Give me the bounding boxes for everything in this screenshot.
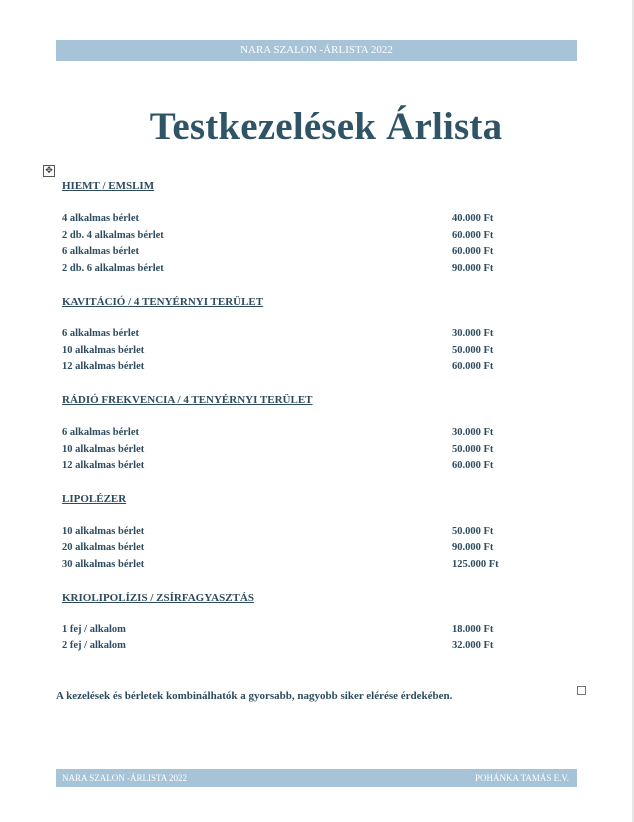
item-price: 90.000 Ft: [452, 542, 494, 553]
item-label: 12 alkalmas bérlet: [62, 460, 145, 471]
item-label: 4 alkalmas bérlet: [62, 213, 139, 224]
page-title: Testkezelések Árlista: [149, 105, 503, 148]
section-title-radiofrekvencia: RÁDIÓ FREKVENCIA / 4 TENYÉRNYI TERÜLET: [62, 394, 313, 406]
paragraph-end-box-icon: [577, 686, 586, 695]
item-label: 10 alkalmas bérlet: [62, 345, 145, 356]
section-title-hiemt: HIEMT / EMSLIM: [62, 180, 155, 192]
item-price: 50.000 Ft: [452, 444, 494, 455]
item-label: 6 alkalmas bérlet: [62, 328, 139, 339]
item-label: 2 db. 4 alkalmas bérlet: [62, 230, 164, 241]
header-text: NARA SZALON -ÁRLISTA 2022: [240, 44, 393, 56]
section-title-lipolezer: LIPOLÉZER: [62, 493, 127, 505]
item-label: 1 fej / alkalom: [62, 624, 126, 635]
header-band: [56, 40, 577, 61]
item-label: 30 alkalmas bérlet: [62, 559, 145, 570]
item-price: 50.000 Ft: [452, 345, 494, 356]
section-title-kriolipolizis: KRIOLIPOLÍZIS / ZSÍRFAGYASZTÁS: [62, 592, 254, 604]
item-price: 60.000 Ft: [452, 361, 494, 372]
item-price: 40.000 Ft: [452, 213, 494, 224]
item-price: 18.000 Ft: [452, 624, 494, 635]
item-label: 20 alkalmas bérlet: [62, 542, 145, 553]
item-label: 10 alkalmas bérlet: [62, 444, 145, 455]
item-label: 6 alkalmas bérlet: [62, 427, 139, 438]
item-price: 125.000 Ft: [452, 559, 499, 570]
footnote: A kezelések és bérletek kombinálhatók a gyorsabb, nagyobb siker elérése érdekében.: [56, 690, 453, 702]
item-price: 60.000 Ft: [452, 246, 494, 257]
item-price: 60.000 Ft: [452, 460, 494, 471]
item-label: 12 alkalmas bérlet: [62, 361, 145, 372]
section-title-kavitacio: KAVITÁCIÓ / 4 TENYÉRNYI TERÜLET: [62, 296, 264, 308]
item-price: 30.000 Ft: [452, 328, 494, 339]
table-move-icon[interactable]: ✥: [43, 165, 55, 177]
item-price: 50.000 Ft: [452, 526, 494, 537]
item-label: 10 alkalmas bérlet: [62, 526, 145, 537]
footer-right-text: POHÁNKA TAMÁS E.V.: [475, 773, 569, 783]
item-price: 60.000 Ft: [452, 230, 494, 241]
footer-band: [56, 769, 577, 787]
item-price: 90.000 Ft: [452, 263, 494, 274]
item-label: 6 alkalmas bérlet: [62, 246, 139, 257]
item-price: 30.000 Ft: [452, 427, 494, 438]
item-label: 2 db. 6 alkalmas bérlet: [62, 263, 164, 274]
item-price: 32.000 Ft: [452, 640, 494, 651]
item-label: 2 fej / alkalom: [62, 640, 126, 651]
footer-left-text: NARA SZALON -ÁRLISTA 2022: [62, 773, 188, 783]
